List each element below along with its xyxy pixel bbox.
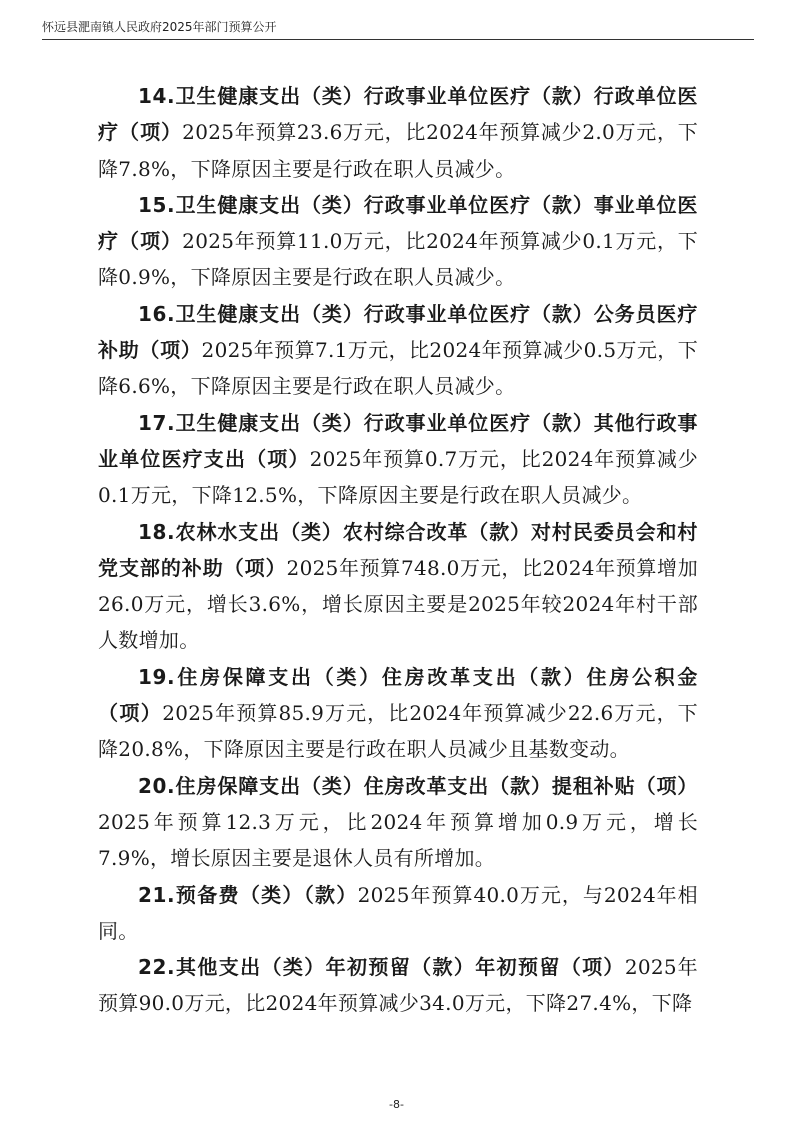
paragraph-text: 2025年预算90.0万元，比2024年预算减少34.0万元，下降27.4%，下降: [98, 955, 698, 1016]
paragraph-title: 15.卫生健康支出（类）行政事业单位医疗（款）事业单位医疗（项）: [98, 192, 698, 254]
paragraph-text: 2025年预算7.1万元，比2024年预算减少0.5万元，下降6.6%，下降原因主要是行政在职人员减少。: [98, 338, 698, 399]
paragraph-title: 16.卫生健康支出（类）行政事业单位医疗（款）公务员医疗补助（项）: [98, 301, 698, 363]
paragraph-text: 2025年预算40.0万元，与2024年相同。: [98, 882, 698, 943]
paragraph-22: [98, 949, 698, 1022]
paragraph-title: 14.卫生健康支出（类）行政事业单位医疗（款）行政单位医疗（项）: [98, 84, 698, 145]
paragraph-15: [98, 187, 698, 296]
paragraph-14: [98, 78, 698, 187]
paragraph-text: 2025年预算11.0万元，比2024年预算减少0.1万元，下降0.9%，下降原因主要是行政在职人员减少。: [98, 229, 698, 290]
paragraph-19: [98, 659, 698, 768]
paragraph-16: [98, 296, 698, 405]
paragraph-text: 2025年预算23.6万元，比2024年预算减少2.0万元，下降7.8%，下降原因主要是行政在职人员减少。: [98, 120, 698, 181]
paragraph-21: [98, 877, 698, 950]
paragraph-title: 22.其他支出（类）年初预留（款）年初预留（项）: [138, 955, 625, 980]
paragraph-text: 2025年预算85.9万元，比2024年预算减少22.6万元，下降20.8%，下降原因主要是行政在职人员减少且基数变动。: [98, 701, 698, 762]
paragraph-title: 19.住房保障支出（类）住房改革支出（款）住房公积金（项）: [98, 664, 698, 726]
paragraph-title: 18.农林水支出（类）农村综合改革（款）对村民委员会和村党支部的补助（项）: [98, 519, 698, 580]
paragraph-17: [98, 405, 698, 514]
paragraph-text: 2025年预算748.0万元，比2024年预算增加26.0万元，增长3.6%，增长原因主要是2025年较2024年村干部人数增加。: [98, 555, 698, 653]
header-divider: [42, 39, 754, 40]
paragraph-18: [98, 514, 698, 659]
paragraph-title: 21.预备费（类）（款）: [138, 882, 358, 907]
paragraph-text: 2025年预算12.3万元，比2024年预算增加0.9万元，增长7.9%，增长原因主要是退休人员有所增加。: [98, 809, 698, 871]
paragraph-20: [98, 768, 698, 877]
paragraph-title: 17.卫生健康支出（类）行政事业单位医疗（款）其他行政事业单位医疗支出（项）: [98, 410, 698, 471]
page-number: -8-: [389, 1098, 404, 1111]
document-header: 怀远县淝南镇人民政府2025年部门预算公开: [42, 20, 277, 34]
paragraph-text: 2025年预算0.7万元，比2024年预算减少0.1万元，下降12.5%，下降原因主要是行政在职人员减少。: [98, 446, 698, 508]
paragraph-title: 20.住房保障支出（类）住房改革支出（款）提租补贴（项）: [138, 773, 698, 798]
document-body: [98, 78, 698, 1022]
